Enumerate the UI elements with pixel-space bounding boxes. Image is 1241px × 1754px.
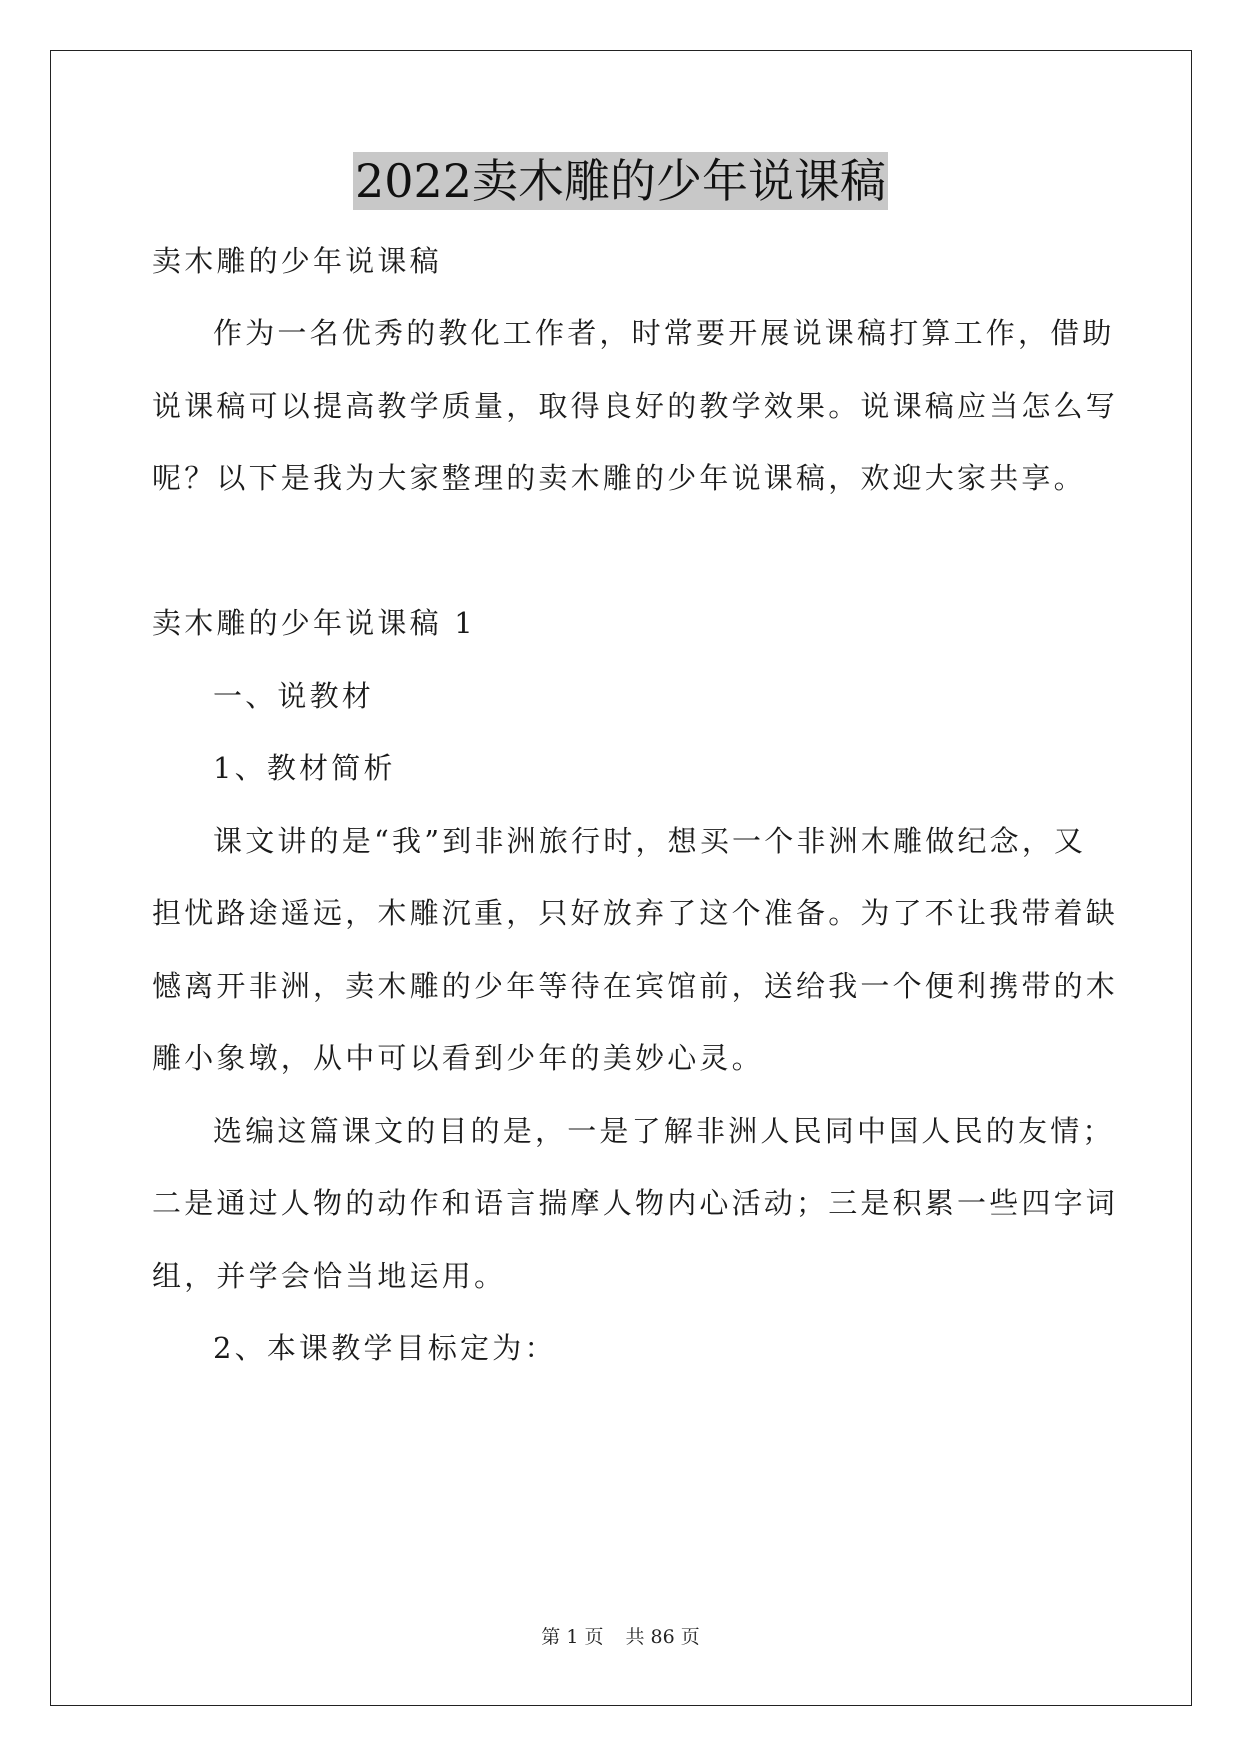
para1-line-3: 憾离开非洲，卖木雕的少年等待在宾馆前，送给我一个便利携带的木: [152, 969, 1119, 1003]
para2-line-2: 二是通过人物的动作和语言揣摩人物内心活动；三是积累一些四字词: [152, 1186, 1119, 1220]
page-total: 共 86 页: [625, 1626, 700, 1648]
page-footer: [0, 1624, 1241, 1650]
para2-line-3: 组，并学会恰当地运用。: [152, 1259, 507, 1293]
heading-teaching-goals: 2、本课教学目标定为：: [213, 1331, 557, 1365]
para1-line-4: 雕小象墩，从中可以看到少年的美妙心灵。: [152, 1041, 764, 1075]
document-title: 2022卖木雕的少年说课稿: [354, 154, 887, 208]
intro-line-3: 呢？以下是我为大家整理的卖木雕的少年说课稿，欢迎大家共享。: [152, 461, 1086, 495]
intro-line-1: 作为一名优秀的教化工作者，时常要开展说课稿打算工作，借助: [213, 316, 1115, 350]
section-title: 卖木雕的少年说课稿 1: [152, 606, 476, 640]
page-border: [50, 50, 1192, 1706]
title-container: [0, 152, 1241, 210]
page-number: 第 1 页: [541, 1626, 604, 1648]
para1-line-1: 课文讲的是“我”到非洲旅行时，想买一个非洲木雕做纪念，又: [213, 824, 1087, 858]
heading-teaching-material: 一、说教材: [213, 679, 375, 713]
document-subtitle: 卖木雕的少年说课稿: [152, 244, 442, 278]
heading-material-analysis: 1、教材简析: [213, 751, 396, 785]
intro-line-2: 说课稿可以提高教学质量，取得良好的教学效果。说课稿应当怎么写: [152, 389, 1119, 423]
para2-line-1: 选编这篇课文的目的是，一是了解非洲人民同中国人民的友情；: [213, 1114, 1115, 1148]
para1-line-2: 担忧路途遥远，木雕沉重，只好放弃了这个准备。为了不让我带着缺: [152, 896, 1119, 930]
